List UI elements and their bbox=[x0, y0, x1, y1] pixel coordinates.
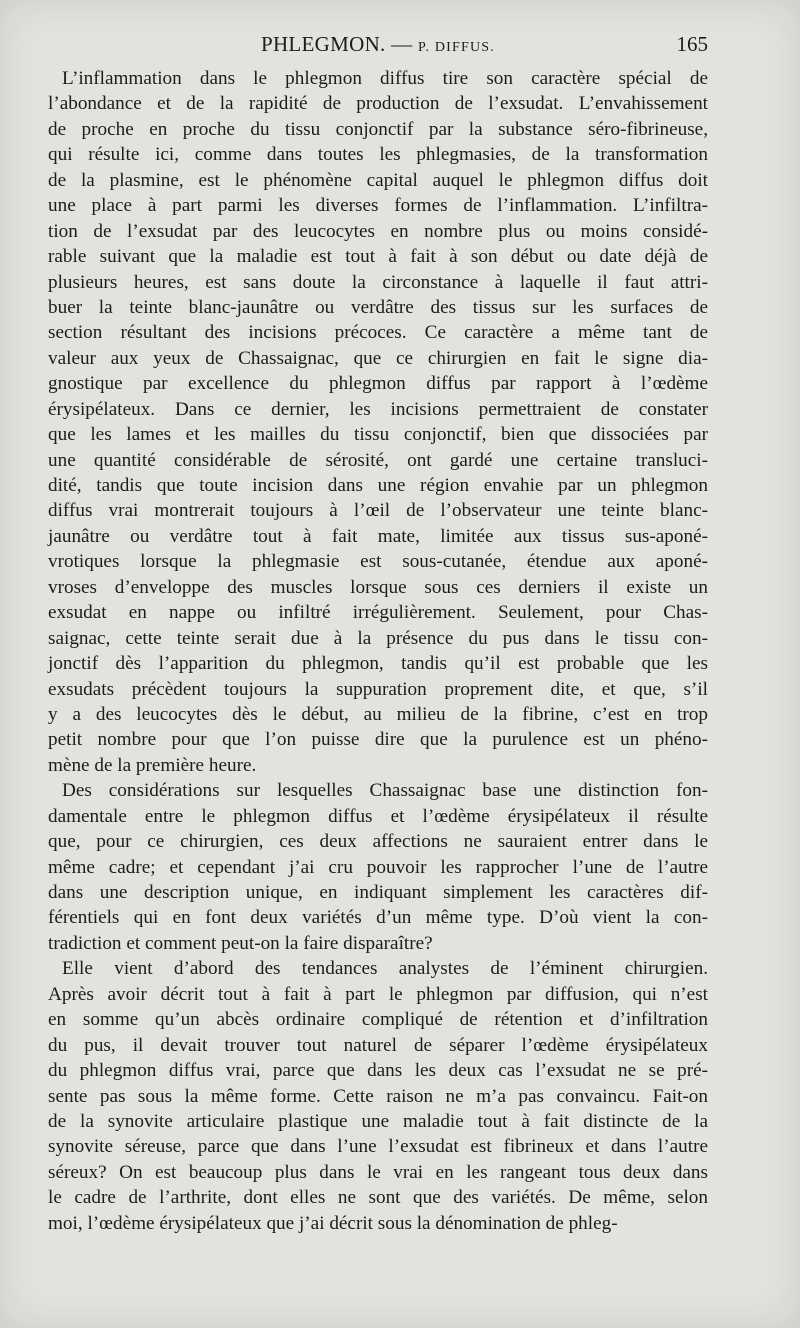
text-line: section résultant des incisions précoces. Ce caractère a même tant de bbox=[48, 322, 708, 344]
text-line: exsudats précèdent toujours la suppuration proprement dite, et que, s’il bbox=[48, 678, 708, 700]
paragraph bbox=[48, 956, 708, 1236]
text-line: valeur aux yeux de Chassaignac, que ce chirurgien en fait le signe dia- bbox=[48, 347, 708, 369]
running-title-section: P. DIFFUS. bbox=[418, 40, 495, 55]
text-line: rable suivant que la maladie est tout à fait à son début ou date déjà de bbox=[48, 246, 708, 268]
text-line: jonctif dès l’apparition du phlegmon, tandis qu’il est probable que les bbox=[48, 653, 708, 675]
text-line: y a des leucocytes dès le début, au milieu de la fibrine, c’est en trop bbox=[48, 703, 708, 725]
text-line: moi, l’œdème érysipélateux que j’ai décrit sous la dénomination de phleg- bbox=[48, 1212, 618, 1234]
text-line: du phlegmon diffus vrai, parce que dans les deux cas l’exsudat ne se pré- bbox=[48, 1060, 708, 1082]
text-line: une place à part parmi les diverses formes de l’inflammation. L’infiltra- bbox=[48, 195, 708, 217]
text-line: l’abondance et de la rapidité de production de l’exsudat. L’envahissement bbox=[48, 93, 708, 115]
text-line: le cadre de l’arthrite, dont elles ne sont que des variétés. De même, selon bbox=[48, 1187, 708, 1209]
text-line: même cadre; et cependant j’ai cru pouvoir les rapprocher l’une de l’autre bbox=[48, 856, 708, 878]
text-line: buer la teinte blanc-jaunâtre ou verdâtre des tissus sur les surfaces de bbox=[48, 296, 708, 318]
text-line: Des considérations sur lesquelles Chassaignac base une distinction fon- bbox=[62, 780, 708, 802]
text-line: saignac, cette teinte serait due à la présence du pus dans le tissu con- bbox=[48, 627, 708, 649]
text-line: exsudat en nappe ou infiltré irrégulièrement. Seulement, pour Chas- bbox=[48, 602, 708, 624]
text-line: que, pour ce chirurgien, ces deux affections ne sauraient entrer dans le bbox=[48, 831, 708, 853]
text-line: dité, tandis que toute incision dans une région envahie par un phlegmon bbox=[48, 475, 708, 496]
body-text bbox=[48, 66, 708, 1236]
running-header bbox=[48, 30, 708, 60]
text-line: plusieurs heures, est sans doute la circonstance à laquelle il faut attri- bbox=[48, 271, 708, 293]
text-line: érysipélateux. Dans ce dernier, les incisions permettraient de constater bbox=[48, 398, 708, 420]
text-line: férentiels qui en font deux variétés d’un même type. D’où vient la con- bbox=[48, 907, 708, 929]
paragraph bbox=[48, 778, 708, 956]
text-line: que les lames et les mailles du tissu conjonctif, bien que dissociées par bbox=[48, 424, 708, 446]
text-line: gnostique par excellence du phlegmon diffus par rapport à l’œdème bbox=[48, 373, 708, 395]
running-title-main: PHLEGMON. — bbox=[260, 32, 419, 56]
text-line: de la synovite articulaire plastique une maladie tout à fait distincte de la bbox=[48, 1110, 708, 1132]
text-line: en somme qu’un abcès ordinaire compliqué de rétention et d’infiltration bbox=[48, 1009, 708, 1031]
text-line: damentale entre le phlegmon diffus et l’œdème érysipélateux il résulte bbox=[48, 805, 708, 827]
text-line: sente pas sous la même forme. Cette raison ne m’a pas convaincu. Fait-on bbox=[48, 1085, 708, 1107]
text-line: L’inflammation dans le phlegmon diffus tire son caractère spécial de bbox=[62, 68, 708, 89]
text-line: jaunâtre ou verdâtre tout à fait mate, limitée aux tissus sus-aponé- bbox=[48, 525, 708, 547]
text-line: synovite séreuse, parce que dans l’une l’exsudat est fibrineux et dans l’autre bbox=[48, 1136, 708, 1158]
text-line: Après avoir décrit tout à fait à part le phlegmon par diffusion, qui n’est bbox=[48, 983, 708, 1005]
running-title bbox=[48, 32, 708, 57]
text-line: Elle vient d’abord des tendances analystes de l’éminent chirurgien. bbox=[62, 958, 708, 980]
text-line: dans une description unique, en indiquant simplement les caractères dif- bbox=[48, 882, 708, 903]
text-line: séreux? On est beaucoup plus dans le vrai en les rangeant tous deux dans bbox=[48, 1161, 708, 1183]
text-line: de la plasmine, est le phénomène capital auquel le phlegmon diffus doit bbox=[48, 169, 708, 191]
text-line: mène de la première heure. bbox=[48, 754, 257, 776]
text-line: qui résulte ici, comme dans toutes les phlegmasies, de la transformation bbox=[48, 144, 708, 166]
text-line: tradiction et comment peut-on la faire disparaître? bbox=[48, 932, 433, 954]
text-line: diffus vrai montrerait toujours à l’œil de l’observateur une teinte blanc- bbox=[48, 500, 708, 522]
text-line: petit nombre pour que l’on puisse dire que la purulence est un phéno- bbox=[48, 729, 708, 751]
text-line: du pus, il devait trouver tout naturel de séparer l’œdème érysipélateux bbox=[48, 1034, 708, 1056]
page-number: 165 bbox=[676, 32, 708, 56]
paragraph bbox=[48, 66, 708, 778]
text-line: vrotiques lorsque la phlegmasie est sous-cutanée, étendue aux aponé- bbox=[48, 551, 708, 573]
text-line: de proche en proche du tissu conjonctif par la substance séro-fibrineuse, bbox=[48, 118, 708, 140]
text-line: une quantité considérable de sérosité, ont gardé une certaine transluci- bbox=[48, 449, 708, 471]
text-line: tion de l’exsudat par des leucocytes en nombre plus ou moins considé- bbox=[48, 220, 708, 242]
text-line: vroses d’enveloppe des muscles lorsque sous ces derniers il existe un bbox=[48, 576, 708, 598]
